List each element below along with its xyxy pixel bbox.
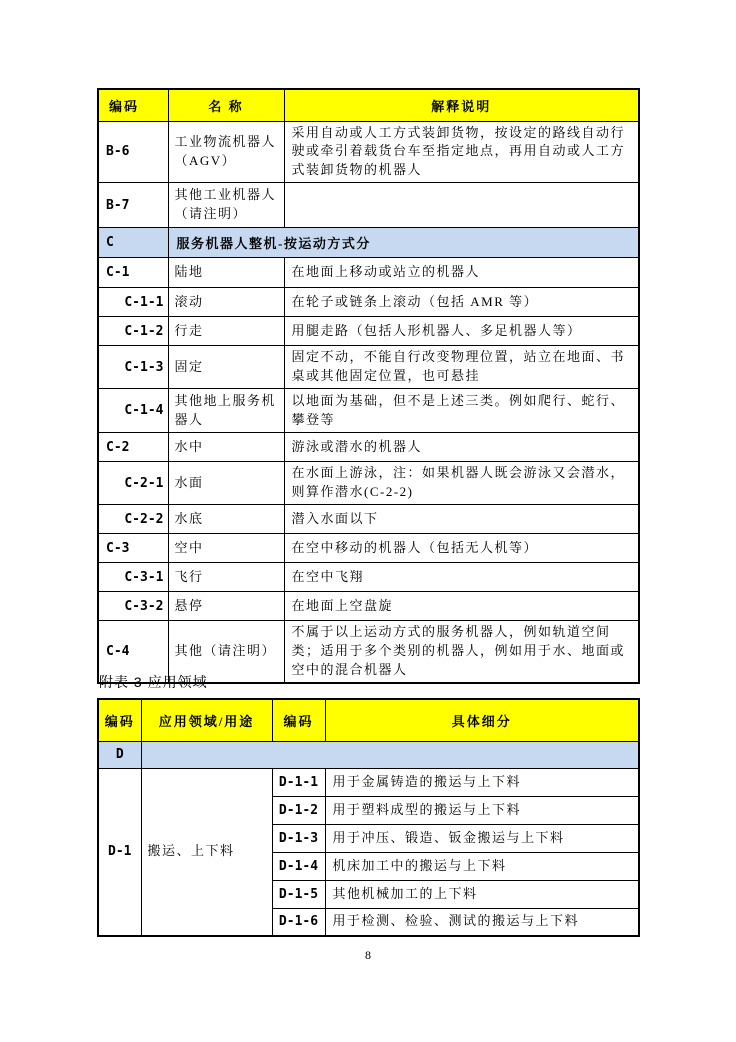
name-cell: 空中 [168, 534, 284, 563]
table-row [98, 768, 639, 796]
description-cell: 在地面上移动或站立的机器人 [284, 258, 639, 288]
name-cell: 其他工业机器人（请注明） [168, 183, 284, 228]
description-cell: 用于检测、检验、测试的搬运与上下料 [325, 908, 639, 936]
col-header-subdivision: 具体细分 [325, 699, 639, 741]
name-cell: 工业物流机器人（AGV） [168, 121, 284, 183]
table-subrow [98, 462, 639, 505]
description-cell: 用于塑料成型的搬运与上下料 [325, 796, 639, 824]
table-row [98, 534, 639, 563]
application-domain-table [97, 698, 640, 937]
description-cell: 机床加工中的搬运与上下料 [325, 852, 639, 880]
code-cell: D [98, 741, 141, 768]
code-cell: D-1-4 [272, 852, 325, 880]
col-header-code: 编码 [98, 89, 168, 121]
section-row [98, 741, 639, 768]
table-subrow [98, 563, 639, 592]
col-header-application: 应用领域/用途 [141, 699, 272, 741]
group-code-cell: D-1 [98, 768, 141, 936]
code-cell: D-1-1 [272, 768, 325, 796]
col-header-code1: 编码 [98, 699, 141, 741]
code-cell: C-3 [98, 534, 168, 563]
code-cell: D-1-6 [272, 908, 325, 936]
section-title-cell [141, 741, 639, 768]
section-title-cell: 服务机器人整机-按运动方式分 [168, 228, 639, 258]
description-cell: 用于冲压、锻造、钣金搬运与上下料 [325, 824, 639, 852]
code-cell: C-2-1 [98, 462, 168, 505]
description-cell: 采用自动或人工方式装卸货物，按设定的路线自动行驶或牵引着载货台车至指定地点，再用自动或人工方式装卸货物的机器人 [284, 121, 639, 183]
table2-caption: 附表 3 应用领域 [99, 674, 208, 690]
code-cell: C [98, 228, 168, 258]
page-number: 8 [365, 948, 371, 962]
description-cell: 在轮子或链条上滚动（包括 AMR 等） [284, 288, 639, 317]
table-subrow [98, 317, 639, 346]
description-cell: 在空中飞翔 [284, 563, 639, 592]
col-header-explanation: 解释说明 [284, 89, 639, 121]
description-cell: 固定不动，不能自行改变物理位置，站立在地面、书桌或其他固定位置，也可悬挂 [284, 346, 639, 389]
table-subrow [98, 288, 639, 317]
name-cell: 滚动 [168, 288, 284, 317]
name-cell: 悬停 [168, 592, 284, 621]
table-header-row [98, 89, 639, 121]
col-header-code2: 编码 [272, 699, 325, 741]
table-subrow [98, 346, 639, 389]
table-row [98, 183, 639, 228]
description-cell: 用于金属铸造的搬运与上下料 [325, 768, 639, 796]
code-cell: C-1-1 [98, 288, 168, 317]
description-cell: 在地面上空盘旋 [284, 592, 639, 621]
code-cell: C-1-2 [98, 317, 168, 346]
code-cell: D-1-2 [272, 796, 325, 824]
description-cell: 在水面上游泳，注：如果机器人既会游泳又会潜水，则算作潜水(C-2-2) [284, 462, 639, 505]
name-cell: 行走 [168, 317, 284, 346]
code-cell: D-1-5 [272, 880, 325, 908]
code-cell: C-3-2 [98, 592, 168, 621]
table-subrow [98, 592, 639, 621]
name-cell: 水面 [168, 462, 284, 505]
name-cell: 水中 [168, 433, 284, 462]
code-cell: C-3-1 [98, 563, 168, 592]
table-subrow [98, 505, 639, 534]
group-name-cell: 搬运、上下料 [141, 768, 272, 936]
table-header-row [98, 699, 639, 741]
description-cell: 用腿走路（包括人形机器人、多足机器人等） [284, 317, 639, 346]
code-cell: D-1-3 [272, 824, 325, 852]
description-cell [284, 183, 639, 228]
name-cell: 固定 [168, 346, 284, 389]
description-cell: 其他机械加工的上下料 [325, 880, 639, 908]
name-cell: 陆地 [168, 258, 284, 288]
table-row [98, 433, 639, 462]
name-cell: 水底 [168, 505, 284, 534]
table-row [98, 121, 639, 183]
section-row [98, 228, 639, 258]
code-cell: C-1-4 [98, 389, 168, 433]
code-cell: C-2-2 [98, 505, 168, 534]
name-cell: 飞行 [168, 563, 284, 592]
name-cell: 其他地上服务机器人 [168, 389, 284, 433]
description-cell: 不属于以上运动方式的服务机器人，例如轨道空间类；适用于多个类别的机器人，例如用于水、地面或空中的混合机器人 [284, 621, 639, 683]
description-cell: 在空中移动的机器人（包括无人机等） [284, 534, 639, 563]
code-cell: C-1-3 [98, 346, 168, 389]
description-cell: 以地面为基础，但不是上述三类。例如爬行、蛇行、攀登等 [284, 389, 639, 433]
name-cell: 其他（请注明） [168, 621, 284, 683]
code-cell: C-2 [98, 433, 168, 462]
description-cell: 游泳或潜水的机器人 [284, 433, 639, 462]
code-cell: B-7 [98, 183, 168, 228]
code-cell: C-1 [98, 258, 168, 288]
table-row [98, 258, 639, 288]
table-subrow [98, 389, 639, 433]
robot-motion-classification-table [97, 88, 640, 684]
description-cell: 潜入水面以下 [284, 505, 639, 534]
col-header-name: 名 称 [168, 89, 284, 121]
code-cell: C-4 [98, 621, 168, 683]
code-cell: B-6 [98, 121, 168, 183]
